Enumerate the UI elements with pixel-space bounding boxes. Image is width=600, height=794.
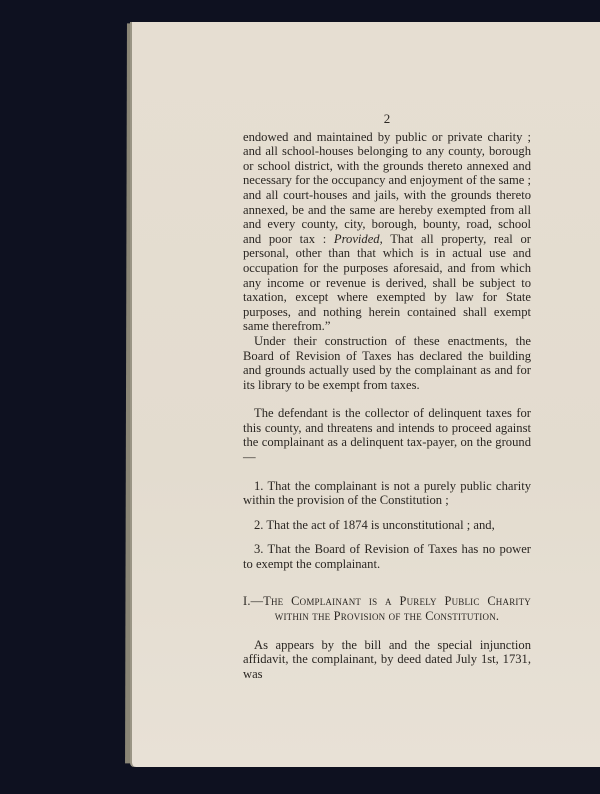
list-item-2: 2. That the act of 1874 is unconstitutional ; and, xyxy=(254,517,495,532)
section-heading xyxy=(243,594,531,624)
page-number: 2 xyxy=(383,111,391,126)
paragraph-2: Under their construction of these enactments, the Board of Revision of Taxes has declared the building and grounds actually used by the complainant as and for its library to be exempt from taxes. xyxy=(243,333,531,392)
paragraph-1 xyxy=(243,130,531,334)
paragraph-4: As appears by the bill and the special injunction affidavit, the complainant, by deed dated July 1st, 1731, was xyxy=(243,637,531,681)
paragraph-1-text: endowed and maintained by public or private charity ; and all school-houses belonging to any county, borough or school district, with the grounds thereto annexed and necessary for the occupancy and enjoyment of the same ; and all court-houses and jails, with the grounds thereto annexed, be and the same are hereby exempted from all and every county, city, borough, bounty, road, school and poor tax : xyxy=(243,129,531,246)
section-heading-line-2: within the Provision of the Constitution. xyxy=(274,608,500,623)
paragraph-1-end: That all property, real or personal, other than that which is in actual use and occupation for the purposes aforesaid, and from which any income or revenue is derived, shall be subject to taxation, except where exempted by law for State purposes, and nothing herein contained shall exempt same therefrom.” xyxy=(243,231,531,334)
page-text xyxy=(243,112,531,681)
section-heading-line-1: I.—The Complainant is a Purely Public Charity xyxy=(243,593,531,608)
list-item-3: 3. That the Board of Revision of Taxes has no power to exempt the complainant. xyxy=(243,542,531,572)
paragraph-3: The defendant is the collector of delinquent taxes for this county, and threatens and intends to proceed against the complainant as a delinquent tax-payer, on the ground— xyxy=(243,406,531,465)
provided-italic: Provided, xyxy=(333,231,383,246)
list-item-1: 1. That the complainant is not a purely public charity within the provision of the Constitution ; xyxy=(243,478,531,508)
